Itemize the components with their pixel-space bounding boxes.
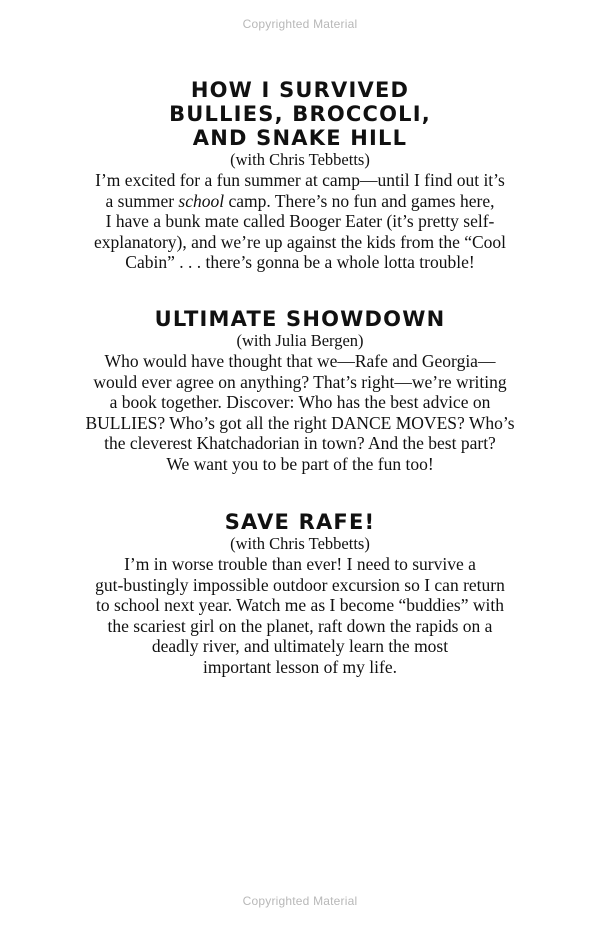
book-coauthor: (with Chris Tebbetts) [230,150,370,169]
book-entry-ultimate-showdown [60,307,540,474]
book-coauthor: (with Chris Tebbetts) [230,534,370,553]
blurb-line: I’m excited for a fun summer at camp—until I find out it’s [95,170,505,190]
book-title [60,307,540,331]
book-title-line: SAVE RAFE! [224,510,376,534]
blurb-line: a summer school camp. There’s no fun and games here, [105,190,495,211]
book-blurb [60,554,540,677]
book-entry-survived [60,78,540,273]
blurb-line: a book together. Discover: Who has the best advice on [109,392,491,412]
blurb-emphasis: school [178,190,225,211]
book-coauthor: (with Julia Bergen) [236,331,364,350]
blurb-line: would ever agree on anything? That’s right—we’re writing [93,371,507,392]
book-title [60,510,540,534]
blurb-line: Who would have thought that we—Rafe and Georgia— [104,351,496,371]
blurb-line: explanatory), and we’re up against the kids from the “Cool [93,231,507,252]
book-title [60,78,540,150]
book-entry-save-rafe [60,510,540,677]
blurb-line: BULLIES? Who’s got all the right DANCE MOVES? Who’s [85,412,515,433]
blurb-line: the scariest girl on the planet, raft down the rapids on a [107,615,493,636]
blurb-line: I’m in worse trouble than ever! I need to survive a [124,554,476,574]
blurb-line: to school next year. Watch me as I become “buddies” with [96,595,504,615]
blurb-line: important lesson of my life. [203,656,397,677]
book-title-line: HOW I SURVIVED [190,78,410,102]
blurb-line: the cleverest Khatchadorian in town? And the best part? [104,433,496,453]
copyright-watermark-top: Copyrighted Material [242,17,358,31]
book-blurb [60,351,540,474]
book-title-line: BULLIES, BROCCOLI, [169,102,431,126]
book-blurb [60,170,540,273]
copyright-watermark-bottom: Copyrighted Material [242,894,358,908]
book-title-line: ULTIMATE SHOWDOWN [154,307,446,331]
book-title-line: AND SNAKE HILL [192,126,408,150]
blurb-line: gut-bustingly impossible outdoor excursion so I can return [95,574,505,595]
blurb-line: deadly river, and ultimately learn the most [151,636,449,656]
blurb-line: We want you to be part of the fun too! [166,453,434,474]
blurb-line: I have a bunk mate called Booger Eater (it’s pretty self- [105,211,495,231]
blurb-line: Cabin” . . . there’s gonna be a whole lotta trouble! [125,252,475,272]
